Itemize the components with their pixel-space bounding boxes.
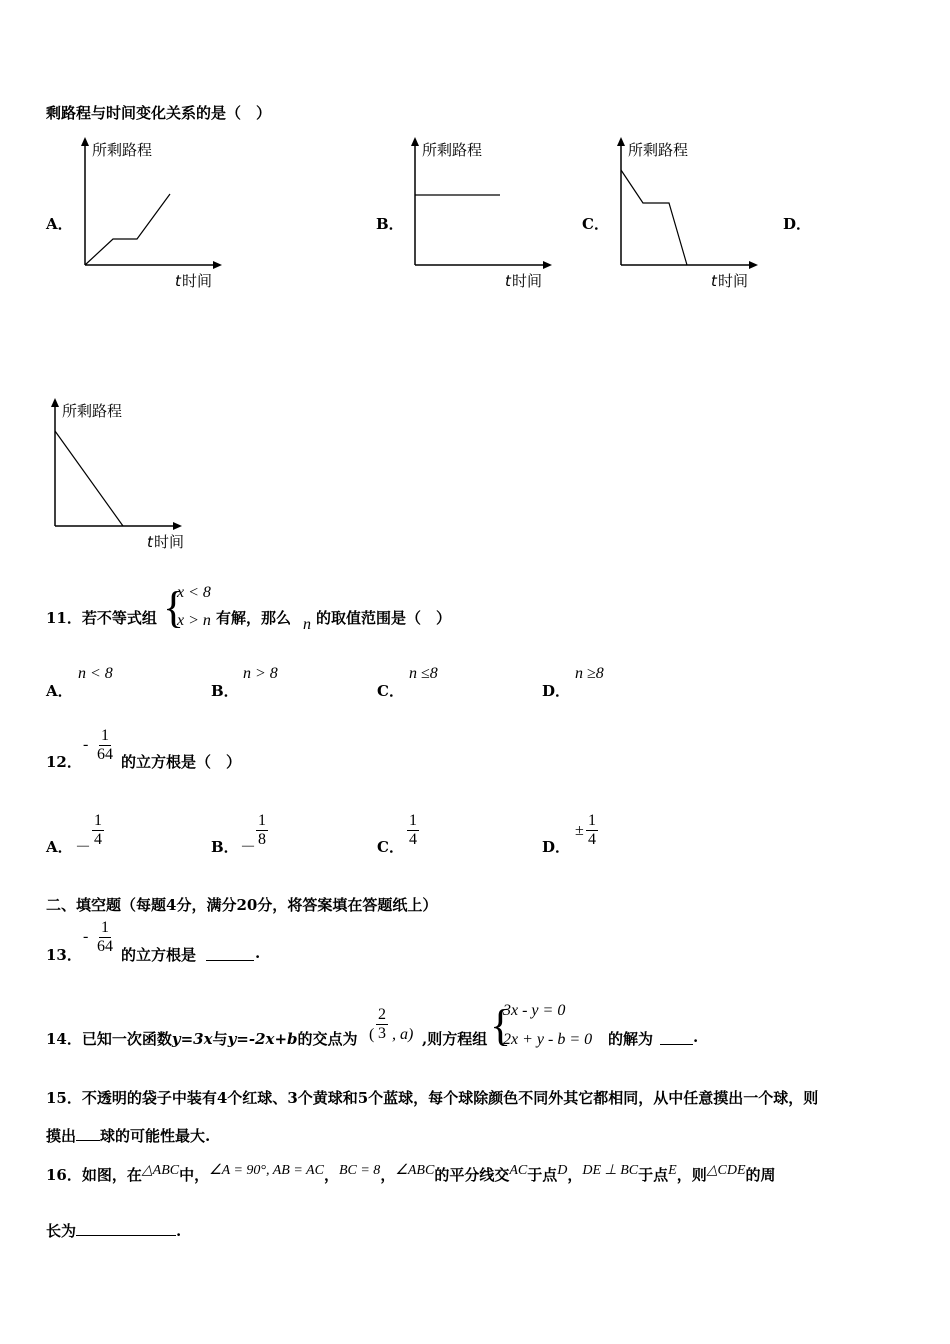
y-axis-arrow: [411, 137, 419, 146]
q14-mid2: ,则方程组: [422, 1030, 488, 1048]
q14-end: 的解为: [608, 1030, 654, 1048]
q11-number: 11．若不等式组: [46, 609, 157, 627]
q16-line1: [46, 1164, 776, 1185]
q12-option-a-fraction: [92, 812, 104, 849]
q14-eq1: 3x - y = 0: [503, 1002, 566, 1019]
q16-answer-blank[interactable]: [76, 1221, 176, 1236]
q16-t9: ，则: [676, 1166, 707, 1184]
graph-line: [621, 170, 687, 265]
q16-m8: E: [668, 1163, 677, 1178]
q16-t1: 16．如图，在: [46, 1166, 142, 1184]
y-axis-label: 所剩路程: [628, 141, 689, 159]
q15-answer-blank[interactable]: [76, 1126, 100, 1141]
q16-m9: △CDE: [706, 1163, 746, 1178]
q16-m1: △ABC: [141, 1163, 180, 1178]
q14-point-rest: , a): [392, 1026, 414, 1043]
q11-option-a-math: n < 8: [78, 665, 113, 682]
q11-end: 的取值范围是（ ）: [316, 609, 452, 627]
q10-graph-c: [606, 132, 766, 297]
y-axis-arrow: [81, 137, 89, 146]
q16-line2-text: 长为: [46, 1222, 77, 1240]
x-axis-arrow: [543, 261, 552, 269]
q10-stem: 剩路程与时间变化关系的是（ ）: [46, 104, 272, 122]
numerator: 1: [94, 812, 102, 829]
denominator: 4: [409, 831, 417, 848]
q14-brace: {: [490, 1001, 512, 1050]
q14-prefix-text: 14．已知一次函数: [46, 1030, 172, 1048]
q11-option-b-math: n > 8: [243, 665, 278, 682]
q13-sign: -: [83, 928, 89, 945]
q12-text: 的立方根是（ ）: [121, 753, 242, 771]
q15-line1: 15．不透明的袋子中装有4个红球、3个黄球和5个蓝球，每个球除颜色不同外其它都相同，从中任意摸出一个球，则: [46, 1089, 819, 1107]
q12-sign: -: [83, 736, 89, 753]
q16-t3: ，: [323, 1166, 339, 1184]
q10-graph-b: [400, 132, 560, 297]
q12-option-d-sign: ±: [575, 822, 584, 839]
q11-option-d-math: n ≥8: [575, 665, 604, 682]
numerator: 1: [409, 812, 417, 829]
q11-option-b-label: B．: [211, 682, 239, 700]
q11-ineq-1: x < 8: [177, 584, 211, 601]
y-axis-arrow: [51, 398, 59, 407]
q14-period: .: [693, 1028, 699, 1046]
q14-and: 与: [212, 1030, 228, 1048]
q14-point-open: (: [369, 1026, 375, 1043]
numerator: 1: [101, 919, 109, 936]
q12-option-b-sign: －: [240, 839, 257, 856]
q12-option-a-label: A．: [46, 838, 73, 856]
q16-m6: D: [557, 1163, 568, 1178]
q14-prefix: [46, 1028, 358, 1049]
numerator: 1: [588, 812, 596, 829]
x-axis-arrow: [213, 261, 222, 269]
q11-mid: 有解，那么: [216, 609, 292, 627]
q14-func2: y=-2x+b: [227, 1030, 298, 1048]
x-axis-label: 时间: [182, 272, 213, 290]
q12-option-d-label: D．: [542, 838, 571, 856]
x-axis-label: 时间: [718, 272, 749, 290]
q12-option-c-label: C．: [377, 838, 404, 856]
q16-t8: 于点: [638, 1166, 669, 1184]
q16-m4: ∠ABC: [395, 1163, 435, 1178]
q12-option-a-sign: －: [75, 839, 92, 856]
q10-option-c-label: C．: [582, 215, 609, 233]
x-axis-var: t: [147, 533, 153, 551]
denominator: 3: [378, 1025, 386, 1042]
section-heading: 二、填空题（每题4分，满分20分，将答案填在答题纸上）: [46, 896, 438, 914]
y-axis-arrow: [617, 137, 625, 146]
denominator: 8: [258, 831, 266, 848]
q13-fraction: [95, 919, 115, 956]
q16-m7: DE ⊥ BC: [582, 1163, 639, 1178]
q11-var: n: [303, 616, 311, 633]
q16-m3: BC = 8: [338, 1163, 381, 1178]
q16-end: .: [176, 1222, 182, 1240]
q10-option-d-label: D．: [783, 215, 812, 233]
q11-option-a-label: A．: [46, 682, 73, 700]
q10-option-a-label: A．: [46, 215, 73, 233]
q16-t5: 的平分线交: [434, 1166, 510, 1184]
x-axis-var: t: [711, 272, 717, 290]
q16-t7: ，: [567, 1166, 583, 1184]
x-axis-arrow: [749, 261, 758, 269]
q13-number: 13．: [46, 946, 82, 964]
q16-t10: 的周: [745, 1166, 776, 1184]
q15-line2-a: 摸出: [46, 1127, 77, 1145]
q14-point-fraction: [376, 1006, 388, 1043]
q10-option-b-label: B．: [376, 215, 404, 233]
x-axis-var: t: [505, 272, 511, 290]
denominator: 64: [97, 746, 113, 763]
q14-eq2: 2x + y - b = 0: [503, 1031, 593, 1048]
q16-line2: [46, 1220, 181, 1241]
q16-m2: ∠A = 90°, AB = AC: [209, 1163, 324, 1178]
q10-graph-d: [40, 393, 200, 558]
q16-t4: ，: [380, 1166, 396, 1184]
q12-option-d-fraction: [586, 812, 598, 849]
q11-option-d-label: D．: [542, 682, 571, 700]
y-axis-label: 所剩路程: [62, 402, 123, 420]
q12-option-b-fraction: [256, 812, 268, 849]
x-axis-var: t: [175, 272, 181, 290]
denominator: 4: [94, 831, 102, 848]
q14-func1: y=3x: [171, 1030, 213, 1048]
q11-option-c-math: n ≤8: [409, 665, 438, 682]
q15-line2-b: 球的可能性最大.: [100, 1127, 211, 1145]
denominator: 64: [97, 938, 113, 955]
denominator: 4: [588, 831, 596, 848]
numerator: 2: [378, 1006, 386, 1023]
numerator: 1: [101, 727, 109, 744]
q16-m5: AC: [509, 1163, 528, 1178]
x-axis-label: 时间: [154, 533, 185, 551]
q16-t6: 于点: [527, 1166, 558, 1184]
q12-option-c-fraction: [407, 812, 419, 849]
q12-number: 12．: [46, 753, 82, 771]
q12-option-b-label: B．: [211, 838, 239, 856]
q14-mid: 的交点为: [297, 1030, 358, 1048]
q12-fraction: [95, 727, 115, 764]
graph-line: [85, 194, 170, 265]
x-axis-label: 时间: [512, 272, 543, 290]
y-axis-label: 所剩路程: [422, 141, 483, 159]
q10-graph-a: [70, 132, 230, 297]
numerator: 1: [258, 812, 266, 829]
q11-option-c-label: C．: [377, 682, 404, 700]
x-axis-arrow: [173, 522, 182, 530]
q13-text: 的立方根是: [121, 946, 197, 964]
q16-t2: 中，: [179, 1166, 210, 1184]
graph-line: [55, 431, 123, 526]
q14-answer-blank[interactable]: [660, 1030, 693, 1045]
q11-ineq-2: x > n: [177, 612, 211, 629]
y-axis-label: 所剩路程: [92, 141, 153, 159]
q11-brace: {: [163, 583, 185, 632]
q13-end: .: [255, 944, 261, 962]
q13-answer-blank[interactable]: [206, 946, 254, 961]
q15-line2: [46, 1125, 210, 1146]
